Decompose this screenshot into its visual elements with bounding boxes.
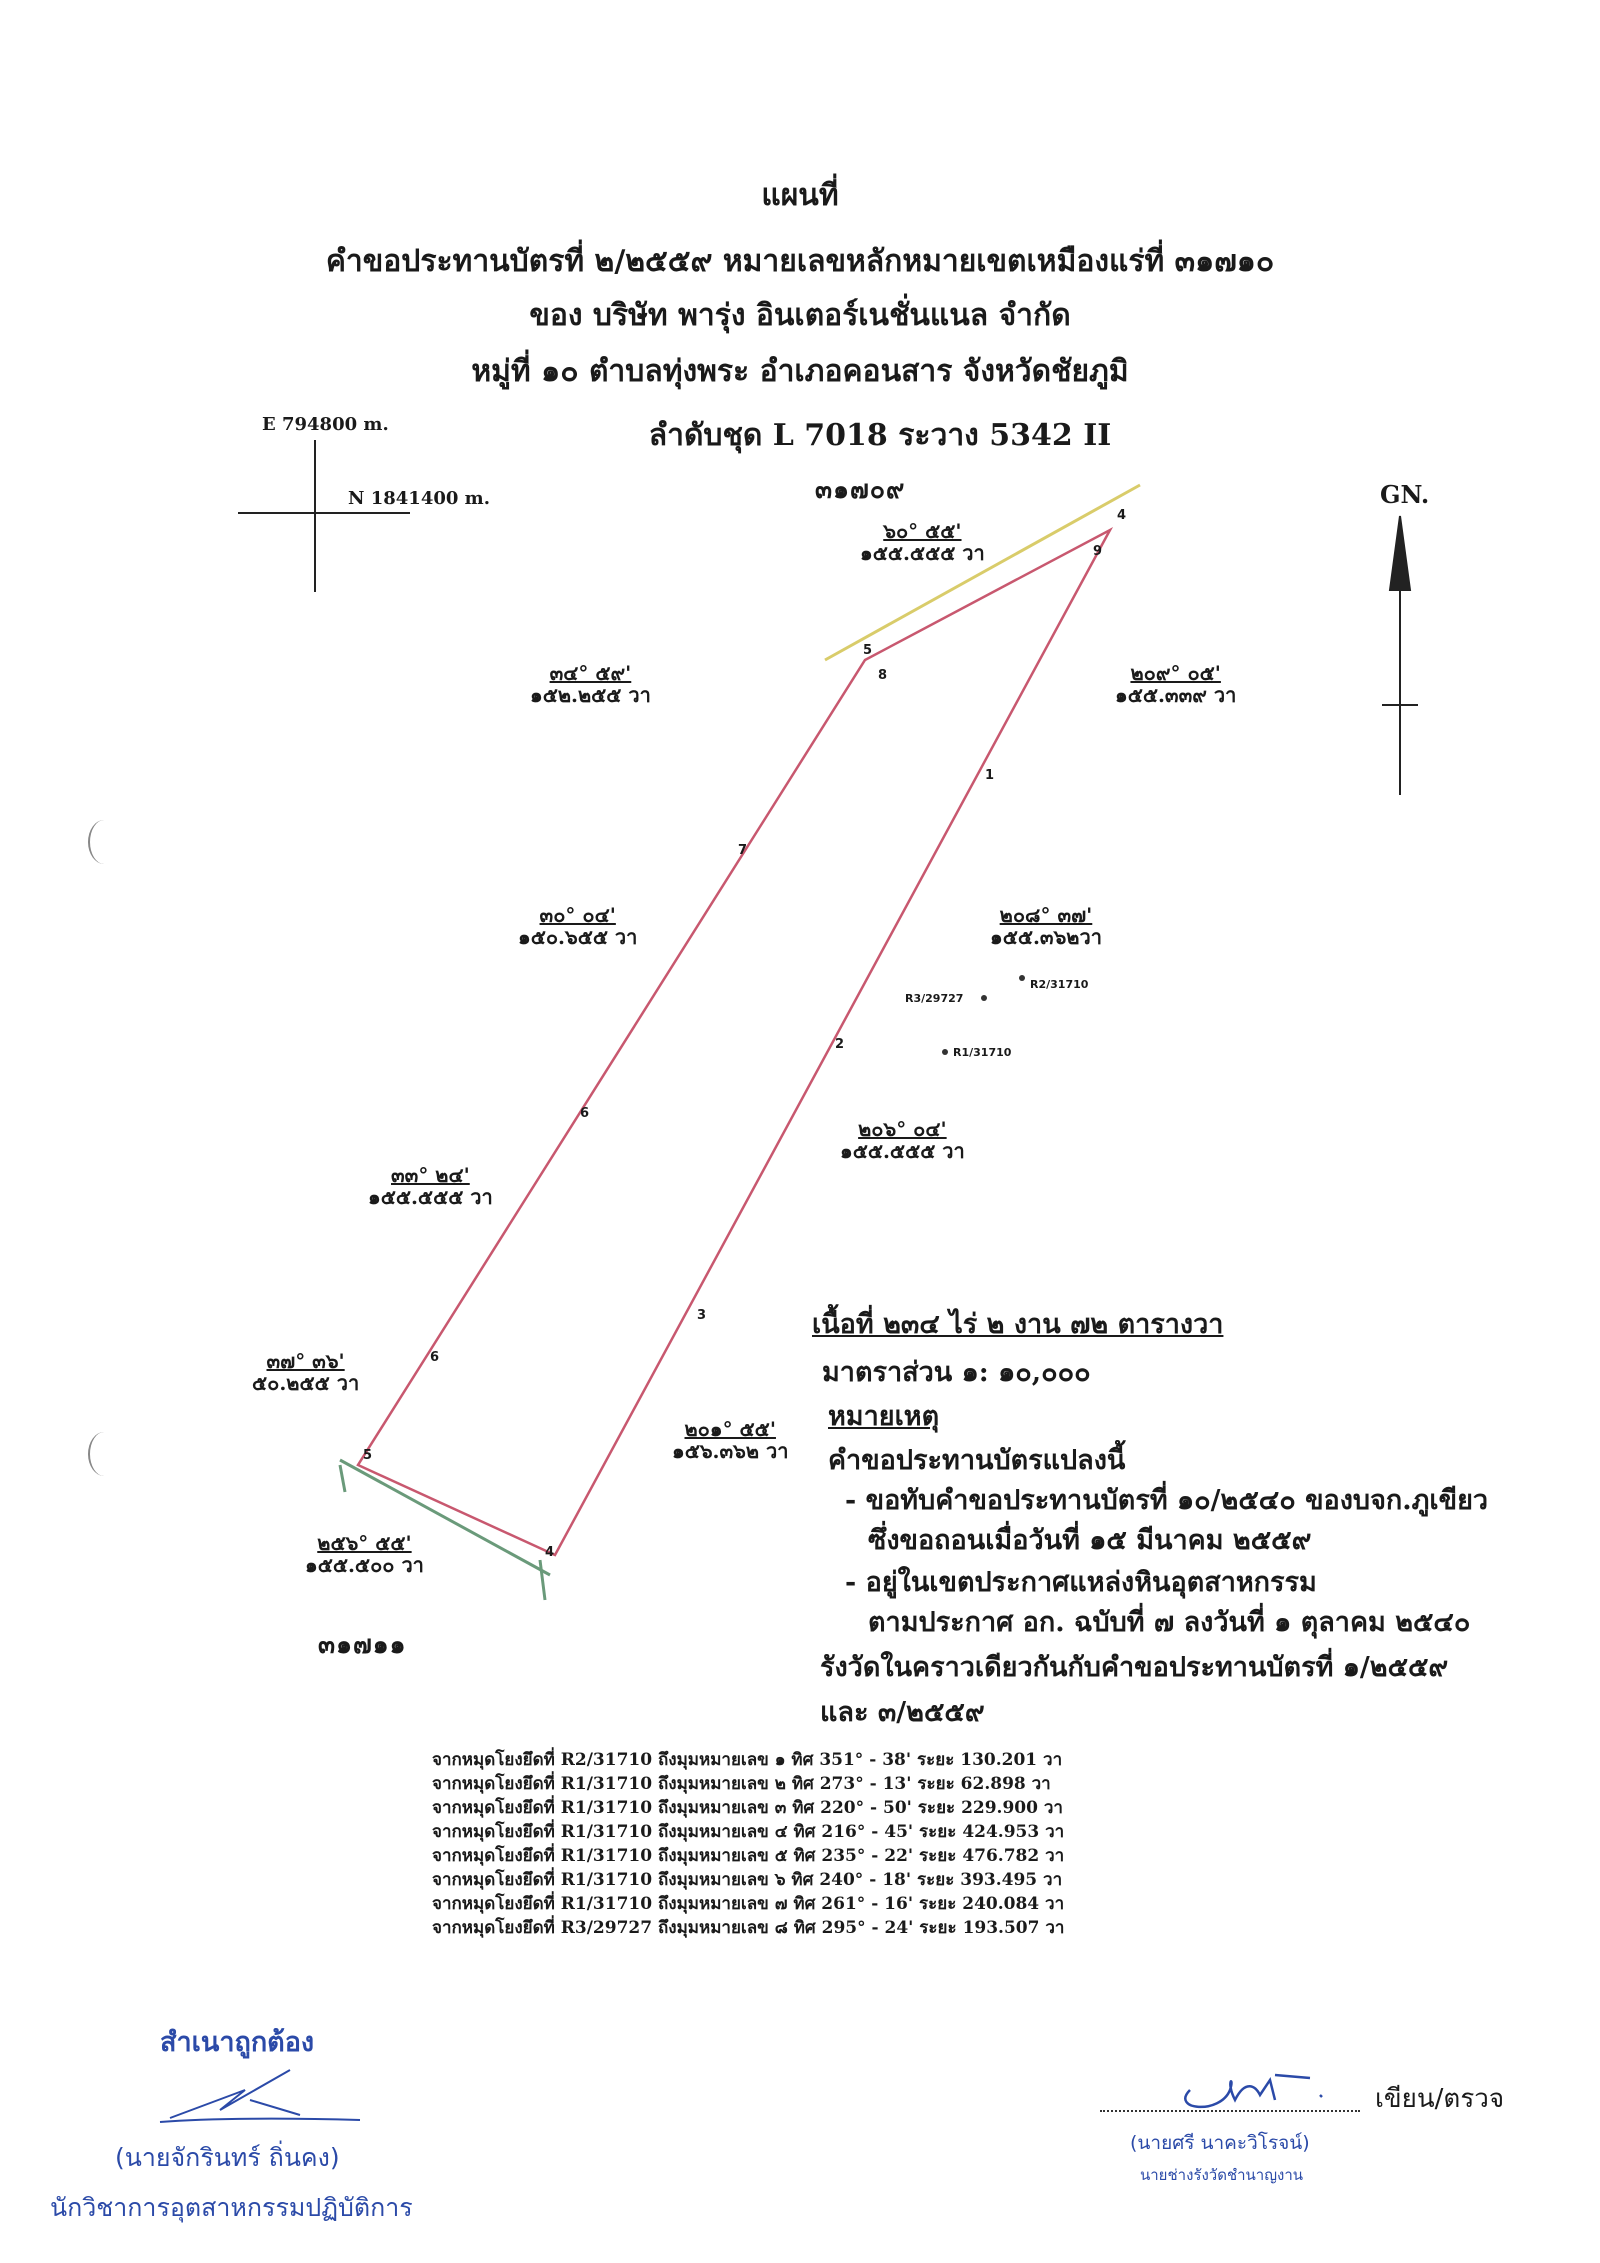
station-label: R2/31710 [1030,978,1089,991]
point-label: 5 [363,1448,373,1463]
header-line-3: หมู่ที่ ๑๐ ตำบลทุ่งพระ อำเภอคอนสาร จังหวัดชัยภูมิ [471,354,1129,389]
bearing-label: ๒๐๑° ๕๕' ๑๕๖.๓๖๒ วา [672,1417,789,1463]
adjacent-number-top: ๓๑๗๐๙ [815,475,906,504]
header-line-1: คำขอประทานบัตรที่ ๒/๒๕๕๙ หมายเลขหลักหมายเขตเหมืองแร่ที่ ๓๑๗๑๐ [325,244,1275,279]
map-scale: มาตราส่วน ๑: ๑๐,๐๐๐ [822,1357,1091,1388]
surveyor-role: เขียน/ตรวจ [1375,2084,1505,2114]
station-label: R3/29727 [905,992,964,1005]
tie-line: จากหมุดโยงยึดที่ R1/31710 ถึงมุมหมายเลข ๒ ทิศ 273° - 13' ระยะ 62.898 วา [432,1774,1051,1794]
header-line-2: ของ บริษัท พารุ่ง อินเตอร์เนชั่นแนล จำกัด [529,298,1071,333]
bearing-label: ๓๔° ๕๙' ๑๕๒.๒๕๕ วา [530,661,651,707]
remarks-line: - ขอทับคำขอประทานบัตรที่ ๑๐/๒๕๔๐ ของบจก.ภูเขียว [845,1485,1489,1516]
remarks-line: รังวัดในคราวเดียวกันกับคำขอประทานบัตรที่ ๑/๒๕๕๙ [820,1652,1449,1683]
point-label: 6 [430,1350,440,1365]
certify-name: (นายจักรินทร์ ถิ่นคง) [115,2143,340,2172]
grid-easting: E 794800 m. [262,414,389,435]
tie-line: จากหมุดโยงยึดที่ R1/31710 ถึงมุมหมายเลข ๕ ทิศ 235° - 22' ระยะ 476.782 วา [432,1846,1065,1866]
adjacent-number-bottom: ๓๑๗๑๑ [318,1630,407,1659]
remarks-line: คำขอประทานบัตรแปลงนี้ [828,1445,1126,1476]
bearing-label: ๒๐๙° ๐๕' ๑๕๕.๓๓๙ วา [1115,661,1237,707]
bearing-label: ๒๐๘° ๓๗' ๑๕๕.๓๖๒วา [990,903,1102,949]
punch-hole [88,820,120,864]
bearing-label: ๓๗° ๓๖' ๕๐.๒๕๕ วา [252,1349,360,1395]
certify-label: สำเนาถูกต้อง [160,2027,315,2058]
point-label: 5 [863,643,873,658]
remarks-line: ซึ่งขอถอนเมื่อวันที่ ๑๕ มีนาคม ๒๕๕๙ [868,1525,1312,1556]
remarks-line: ตามประกาศ อก. ฉบับที่ ๗ ลงวันที่ ๑ ตุลาคม ๒๕๔๐ [868,1607,1471,1638]
map-title: แผนที่ [761,178,839,213]
bearing-label: ๒๐๖° ๐๔' ๑๕๕.๕๕๕ วา [840,1117,965,1163]
point-label: 2 [835,1037,845,1052]
surveyor-position: นายช่างรังวัดชำนาญงาน [1140,2166,1304,2184]
parcel-boundary [358,530,1110,1555]
signature-line [1100,2110,1360,2112]
point-label: 1 [985,768,995,783]
point-label: 8 [878,668,888,683]
point-label: 7 [738,843,748,858]
tie-line: จากหมุดโยงยึดที่ R1/31710 ถึงมุมหมายเลข ๓ ทิศ 220° - 50' ระยะ 229.900 วา [432,1798,1063,1818]
certify-position: นักวิชาการอุตสาหกรรมปฏิบัติการ [50,2193,413,2222]
point-label: 6 [580,1106,590,1121]
header-line-4: ลำดับชุด L 7018 ระวาง 5342 II [648,418,1112,453]
certify-signature-icon [150,2060,370,2140]
tie-line: จากหมุดโยงยึดที่ R1/31710 ถึงมุมหมายเลข ๖ ทิศ 240° - 18' ระยะ 393.495 วา [432,1870,1063,1890]
grid-cross [238,440,410,592]
tie-line: จากหมุดโยงยึดที่ R2/31710 ถึงมุมหมายเลข ๑ ทิศ 351° - 38' ระยะ 130.201 วา [432,1750,1063,1770]
tie-line: จากหมุดโยงยึดที่ R3/29727 ถึงมุมหมายเลข ๘ ทิศ 295° - 24' ระยะ 193.507 วา [432,1918,1065,1938]
surveyor-name: (นายศรี นาคะวิโรจน์) [1130,2132,1310,2154]
tie-lines [432,1746,1064,1938]
bearing-label: ๓๓° ๒๔' ๑๕๕.๕๕๕ วา [368,1163,493,1209]
tie-line: จากหมุดโยงยึดที่ R1/31710 ถึงมุมหมายเลข ๔ ทิศ 216° - 45' ระยะ 424.953 วา [432,1822,1065,1842]
point-label: 3 [697,1308,707,1323]
grid-northing: N 1841400 m. [348,488,490,509]
tie-line: จากหมุดโยงยึดที่ R1/31710 ถึงมุมหมายเลข ๗ ทิศ 261° - 16' ระยะ 240.084 วา [432,1894,1065,1914]
remarks-heading: หมายเหตุ [828,1401,940,1432]
point-label: 4 [545,1545,555,1560]
bearing-label: ๖๐° ๕๕' ๑๕๕.๕๕๕ วา [860,519,985,565]
bearing-label: ๒๕๖° ๕๕' ๑๕๕.๕๐๐ วา [305,1531,424,1577]
north-label: GN. [1380,480,1430,509]
station-label: R1/31710 [953,1046,1012,1059]
punch-hole [88,1432,120,1476]
remarks-line: - อยู่ในเขตประกาศแหล่งหินอุตสาหกรรม [845,1567,1317,1598]
area-size: เนื้อที่ ๒๓๔ ไร่ ๒ งาน ๗๒ ตารางวา [812,1309,1224,1340]
remarks-line: และ ๓/๒๕๕๙ [820,1697,985,1728]
bearing-label: ๓๐° ๐๔' ๑๕๐.๖๕๕ วา [518,903,638,949]
point-label: 4 [1117,508,1127,523]
north-arrow-icon [1382,516,1418,795]
north-edge [825,485,1140,660]
point-label: 9 [1093,544,1103,559]
